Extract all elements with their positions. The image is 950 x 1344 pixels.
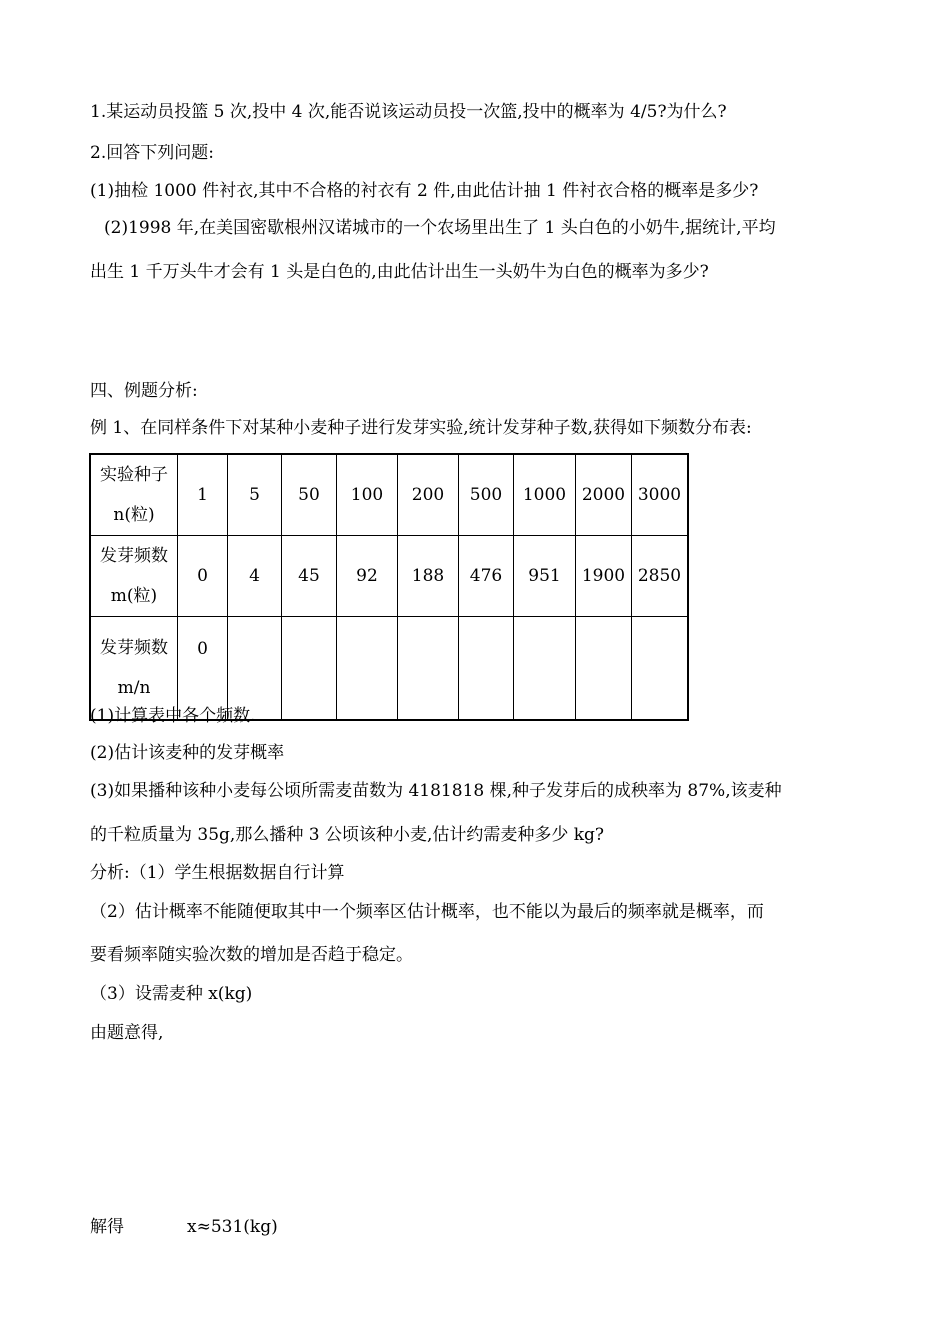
analysis-1: 分析:（1）学生根据数据自行计算 bbox=[90, 863, 345, 883]
table-cell: 1000 bbox=[514, 454, 576, 536]
table-cell: 951 bbox=[514, 536, 576, 617]
question-2-part-2-line-1: (2)1998 年,在美国密歇根州汉诺城市的一个农场里出生了 1 头白色的小奶牛,据统计,平均 bbox=[104, 218, 776, 238]
table-cell bbox=[576, 617, 632, 721]
table-cell bbox=[459, 617, 514, 721]
table-cell: 45 bbox=[282, 536, 337, 617]
sub-question-3-line-1: (3)如果播种该种小麦每公顷所需麦苗数为 4181818 棵,种子发芽后的成秧率为 87%,该麦种 bbox=[90, 781, 782, 801]
table-row bbox=[90, 536, 688, 617]
sub-question-1: (1)计算表中各个频数. bbox=[90, 706, 256, 726]
section-heading: 四、例题分析: bbox=[90, 381, 198, 401]
table-cell bbox=[337, 617, 398, 721]
analysis-3: （3）设需麦种 x(kg) bbox=[90, 984, 253, 1004]
table-cell: 3000 bbox=[632, 454, 689, 536]
table-cell: 100 bbox=[337, 454, 398, 536]
table-cell bbox=[514, 617, 576, 721]
table-cell: 200 bbox=[398, 454, 459, 536]
solution-value: x≈531(kg) bbox=[187, 1217, 278, 1237]
analysis-4: 由题意得, bbox=[90, 1023, 164, 1043]
row-header-line-2: n(粒) bbox=[113, 505, 155, 525]
row-header-line-2: m(粒) bbox=[110, 586, 158, 606]
row-header bbox=[90, 454, 178, 536]
table-cell bbox=[282, 617, 337, 721]
table-cell: 50 bbox=[282, 454, 337, 536]
table-cell: 0 bbox=[178, 536, 228, 617]
table-cell: 500 bbox=[459, 454, 514, 536]
table-cell bbox=[632, 617, 689, 721]
table-cell: 4 bbox=[228, 536, 282, 617]
row-header-line-1: 发芽频数 bbox=[100, 638, 168, 658]
frequency-table bbox=[89, 453, 689, 721]
table-cell: 188 bbox=[398, 536, 459, 617]
table-cell: 5 bbox=[228, 454, 282, 536]
solution-label: 解得 bbox=[90, 1217, 124, 1237]
row-header-line-1: 发芽频数 bbox=[100, 546, 168, 566]
question-2-part-2-line-2: 出生 1 千万头牛才会有 1 头是白色的,由此估计出生一头奶牛为白色的概率为多少? bbox=[90, 262, 709, 282]
table-cell: 1 bbox=[178, 454, 228, 536]
sub-question-2: (2)估计该麦种的发芽概率 bbox=[90, 743, 285, 763]
example-intro: 例 1、在同样条件下对某种小麦种子进行发芽实验,统计发芽种子数,获得如下频数分布表: bbox=[90, 418, 752, 438]
table-cell bbox=[398, 617, 459, 721]
analysis-2-line-1: （2）估计概率不能随便取其中一个频率区估计概率，也不能以为最后的频率就是概率，而 bbox=[90, 902, 764, 922]
table-cell: 476 bbox=[459, 536, 514, 617]
sub-question-3-line-2: 的千粒质量为 35g,那么播种 3 公顷该种小麦,估计约需麦种多少 kg? bbox=[90, 825, 605, 845]
row-header bbox=[90, 536, 178, 617]
table-cell: 0 bbox=[178, 617, 228, 721]
table-cell: 2850 bbox=[632, 536, 689, 617]
table-cell: 92 bbox=[337, 536, 398, 617]
question-1: 1.某运动员投篮 5 次,投中 4 次,能否说该运动员投一次篮,投中的概率为 4/5?为什么? bbox=[90, 102, 727, 122]
analysis-2-line-2: 要看频率随实验次数的增加是否趋于稳定。 bbox=[90, 945, 413, 965]
question-2-part-1: (1)抽检 1000 件衬衣,其中不合格的衬衣有 2 件,由此估计抽 1 件衬衣合格的概率是多少? bbox=[90, 181, 759, 201]
table-row bbox=[90, 454, 688, 536]
question-2-heading: 2.回答下列问题: bbox=[90, 143, 214, 163]
row-header-line-1: 实验种子 bbox=[100, 465, 168, 485]
row-header-line-2: m/n bbox=[117, 678, 151, 698]
table-cell: 1900 bbox=[576, 536, 632, 617]
table-cell: 2000 bbox=[576, 454, 632, 536]
